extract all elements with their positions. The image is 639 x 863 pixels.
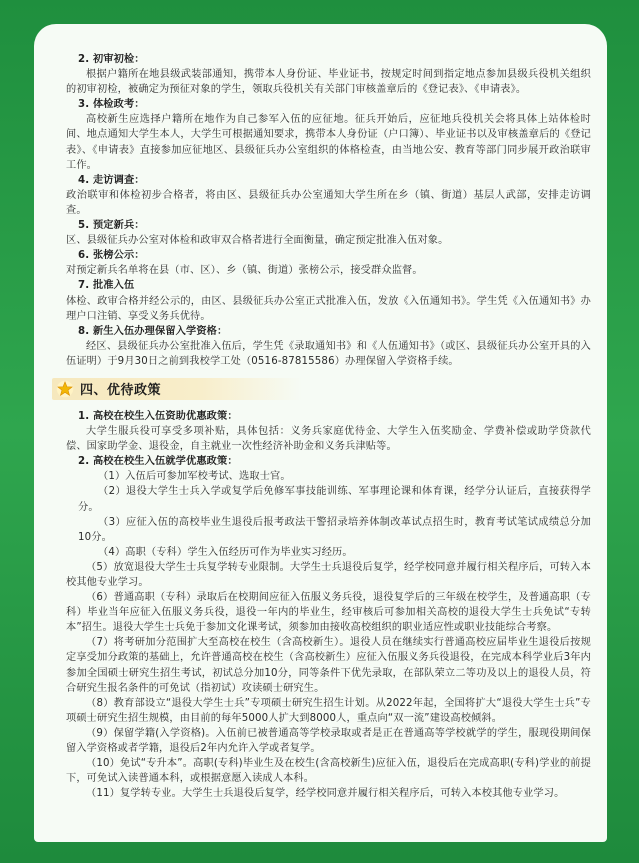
- step-8-text: 经区、县级征兵办公室批准入伍后，学生凭《录取通知书》和《人伍通知书》（或区、县级征兵办公室开具的入伍证明）于9月30日之前到我校学工处（0516-87815586）办理保留入学资格手续。: [66, 340, 591, 367]
- step-3-heading: 3. 体检政考：: [78, 99, 145, 111]
- section-4-header: [52, 378, 302, 400]
- step-6-text: 对预定新兵名单将在县（市、区）、乡（镇、街道）张榜公示，接受群众监督。: [66, 265, 423, 277]
- policy-1-text: 大学生服兵役可享受多项补贴，具体包括：义务兵家庭优待金、大学生入伍奖励金、学费补偿或助学贷款代偿、国家助学金、退役金，自主就业一次性经济补助金和义务兵津贴等。: [66, 426, 591, 453]
- policy-2-item-10: （10）免试“专升本”。高职(专科)毕业生及在校生(含高校新生)应征入伍，退役后在完成高职(专科)学业的前提下，可免试入读普通本科，或根据意愿入读成人本科。: [66, 758, 591, 785]
- star-icon: [54, 378, 76, 400]
- policy-2-item-1: （1）入伍后可参加军校考试、选取士官。: [98, 471, 291, 483]
- step-8-heading: 8. 新生入伍办理保留入学资格：: [78, 325, 228, 337]
- step-4-heading: 4. 走访调查：: [78, 174, 145, 186]
- policy-2-item-11: （11）复学转专业。大学生士兵退役后复学，经学校同意并履行相关程序后，可转入本校其他专业学习。: [86, 788, 565, 800]
- step-5-text: 区、县级征兵办公室对体检和政审双合格者进行全面衡量，确定预定批准入伍对象。: [66, 235, 449, 247]
- policy-2-heading: 2. 高校在校生入伍就学优惠政策：: [78, 456, 238, 468]
- content-card: [34, 24, 607, 842]
- policy-1-heading: 1. 高校在校生入伍资助优惠政策：: [78, 410, 238, 422]
- policy-2-item-4: （4）高职（专科）学生入伍经历可作为毕业实习经历。: [98, 546, 353, 558]
- step-5-heading: 5. 预定新兵：: [78, 220, 145, 232]
- policy-2-item-2: （2）退役大学生士兵入学或复学后免修军事技能训练、军事理论课和体育课，经学分认证后，直接获得学分。: [78, 486, 591, 513]
- policy-2-item-5: （5）放宽退役大学生士兵复学转专业限制。大学生士兵退役后复学，经学校同意并履行相关程序后，可转入本校其他专业学习。: [66, 561, 591, 588]
- section-4-title: 四、优待政策: [80, 383, 162, 399]
- policy-2-item-3: （3）应征入伍的高校毕业生退役后报考政法干警招录培养体制改革试点招生时，教育考试笔试成绩总分加10分。: [78, 516, 591, 543]
- step-4-text: 政治联审和体检初步合格者，将由区、县级征兵办公室通知大学生所在乡（镇、街道）基层人武部，安排走访调查。: [66, 189, 591, 216]
- policy-2-item-8: （8）教育部设立“退役大学生士兵”专项硕士研究生招生计划。从2022年起，全国将扩大“退役大学生士兵”专项硕士研究生招生规模，由目前的每年5000人扩大到8000人，重点向“双一流”建设高校倾斜。: [66, 697, 591, 724]
- step-7-text: 体检、政审合格并经公示的，由区、县级征兵办公室正式批准入伍，发放《入伍通知书》。学生凭《入伍通知书》办理户口注销、享受义务兵优待。: [66, 295, 591, 322]
- policy-2-item-6: （6）普通高职（专科）录取后在校期间应征入伍服义务兵役，退役复学后的三年级在校学生，及普通高职（专科）毕业当年应征入伍服义务兵役，退役一年内的毕业生，经审核后可参加相关高校的退役大学生士兵免试“专转本”招生。退役大学生士兵免于参加文化课考试，须参加由接收高校组织的职业适应性或职业技能综合考察。: [66, 592, 591, 634]
- policy-2-item-7: （7）将考研加分范围扩大至高校在校生（含高校新生）。退役人员在继续实行普通高校应届毕业生退役后按规定享受加分政策的基础上，允许普通高校在校生（含高校新生）应征入伍服义务兵役退役，在完成本科学业后3年内参加全国硕士研究生招生考试，初试总分加10分，同等条件下优先录取，在部队荣立二等功及以上的退役人员，符合研究生报名条件的可免试（指初试）攻读硕士研究生。: [66, 637, 591, 694]
- step-2-heading: 2. 初审初检：: [78, 54, 145, 65]
- policy-2-item-9: （9）保留学籍(入学资格)。入伍前已被普通高等学校录取或者是正在普通高等学校就学的学生，服现役期间保留入学资格或者学籍，退役后2年内允许入学或者复学。: [66, 727, 591, 755]
- step-2-text: 根据户籍所在地县级武装部通知，携带本人身份证、毕业证书，按规定时间到指定地点参加县级兵役机关组织的初审初检，被确定为预征对象的学生，领取兵役机关有关部门审核盖章后的《登记表》、《申请表》。: [66, 69, 591, 96]
- step-7-heading: 7. 批准入伍: [78, 280, 135, 292]
- step-6-heading: 6. 张榜公示：: [78, 250, 145, 262]
- step-3-text: 高校新生应选择户籍所在地作为自己参军入伍的应征地。征兵开始后，应征地兵役机关会将具体上站体检时间、地点通知大学生本人，大学生可根据通知要求，携带本人身份证（户口簿）、毕业证书以及审核盖章后的《登记表》、《申请表》直接参加应征地区、县级征兵办公室组织的体格检查，由当地公安、教育等部门同步展开政治联审工作。: [66, 114, 591, 171]
